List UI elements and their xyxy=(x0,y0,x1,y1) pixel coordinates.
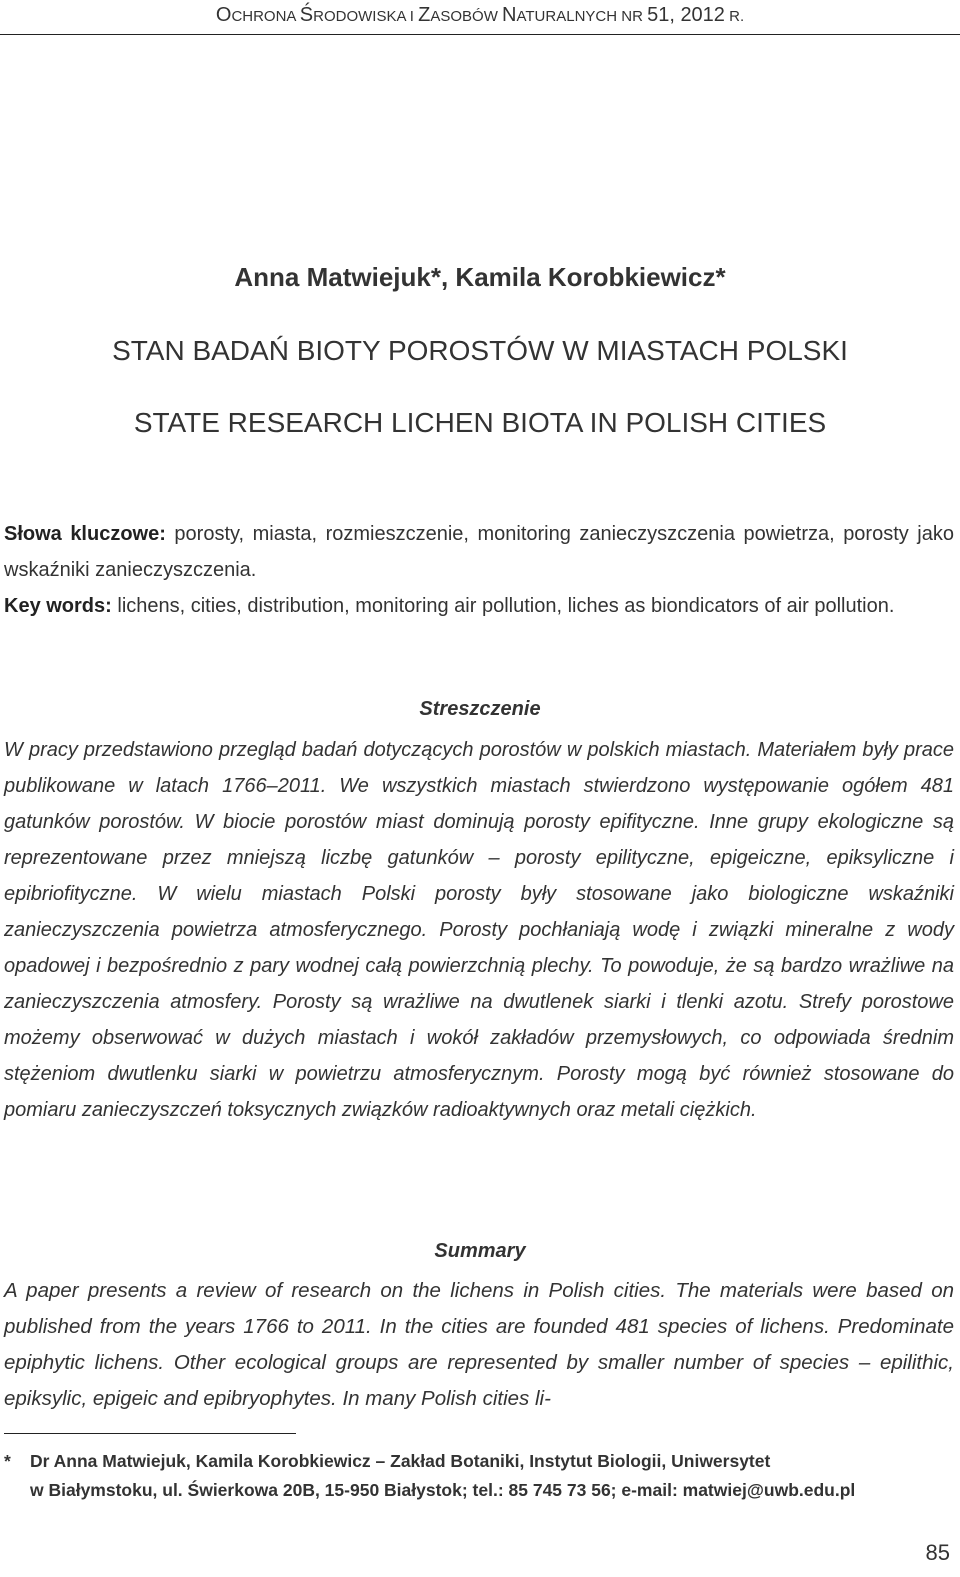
header-cap-z: Z xyxy=(418,4,431,26)
keywords-polish-label: Słowa kluczowe: xyxy=(4,523,166,545)
keywords-polish-text: porosty, miasta, rozmieszczenie, monitoring zanieczyszczenia powietrza, porosty jako wskaźniki zanieczyszczenia. xyxy=(4,523,954,581)
header-rule xyxy=(0,34,960,35)
header-word-naturalnych: ATURALNYCH NR xyxy=(516,8,648,25)
header-cap-n: N xyxy=(502,4,517,26)
header-issue: 51, 2012 xyxy=(647,4,725,26)
footnote-marker: * xyxy=(4,1451,11,1471)
summary-heading: Summary xyxy=(434,1240,526,1262)
article-title-english: STATE RESEARCH LICHEN BIOTA IN POLISH CITIES xyxy=(133,407,827,438)
footnote-line-1: Dr Anna Matwiejuk, Kamila Korobkiewicz – Zakład Botaniki, Instytut Biologii, Uniwersytet xyxy=(30,1451,771,1471)
keywords-english-text: lichens, cities, distribution, monitoring air pollution, liches as biondicators of air pollution. xyxy=(111,595,895,617)
summary-text: A paper presents a review of research on the lichens in Polish cities. The materials were based on published from the years 1766 to 2011. In the cities are founded 481 species of lichens. Predominate epiphytic lichens. Other ecological groups are represented by smaller number of species – epilithic, epiksylic, epigeic and epibryophytes. In many Polish cities li- xyxy=(4,1279,954,1410)
header-cap-o: O xyxy=(215,4,232,26)
header-cap-s: Ś xyxy=(299,4,314,26)
footnote-rule xyxy=(4,1433,296,1434)
footnote-line-2: w Białymstoku, ul. Świerkowa 20B, 15-950 Białystok; tel.: 85 745 73 56; e-mail: matwiej@uwb.edu.pl xyxy=(30,1480,856,1500)
abstract-heading: Streszczenie xyxy=(419,698,541,720)
page-number: 85 xyxy=(925,1540,950,1565)
header-word-srodowiska: RODOWISKA I xyxy=(313,8,419,25)
article-title-polish: STAN BADAŃ BIOTY POROSTÓW W MIASTACH POLSKI xyxy=(112,335,848,366)
header-word-zasobow: ASOBÓW xyxy=(430,8,503,25)
keywords-english xyxy=(4,588,954,624)
footnote xyxy=(4,1447,954,1505)
keywords-english-label: Key words: xyxy=(4,595,112,617)
running-header xyxy=(0,4,960,34)
header-word-ochrona: CHRONA xyxy=(231,8,300,25)
abstract-text: W pracy przedstawiono przegląd badań dotyczących porostów w polskich miastach. Materiałem były prace publikowane w latach 1766–2011. We wszystkich miastach stwierdzono występowanie ogółem 481 gatunków porostów. W biocie porostów miast dominują porosty epifityczne. Inne grupy ekologiczne są reprezentowane przez mniejszą liczbę gatunków – porosty epilityczne, epigeiczne, epiksyliczne i epibriofityczne. W wielu miastach Polski porosty były stosowane jako biologiczne wskaźniki zanieczyszczenia powietrza atmosferycznego. Porosty pochłaniają wodę i związki mineralne z wody opadowej i bezpośrednio z pary wodnej całą powierzchnią plechy. To powoduje, że są bardzo wrażliwe na zanieczyszczenia atmosfery. Porosty są wrażliwe na dwutlenek siarki i tlenki azotu. Strefy porostowe możemy obserwować w dużych miastach i wokół zakładów przemysłowych, co odpowiada średnim stężeniom dwutlenku siarki w powietrzu atmosferycznym. Porosty mogą być również stosowane do pomiaru zanieczyszczeń toksycznych związków radioaktywnych oraz metali ciężkich. xyxy=(4,739,954,1121)
header-r: R. xyxy=(724,8,745,25)
keywords-polish xyxy=(4,516,954,588)
article-authors: Anna Matwiejuk*, Kamila Korobkiewicz* xyxy=(234,262,726,292)
